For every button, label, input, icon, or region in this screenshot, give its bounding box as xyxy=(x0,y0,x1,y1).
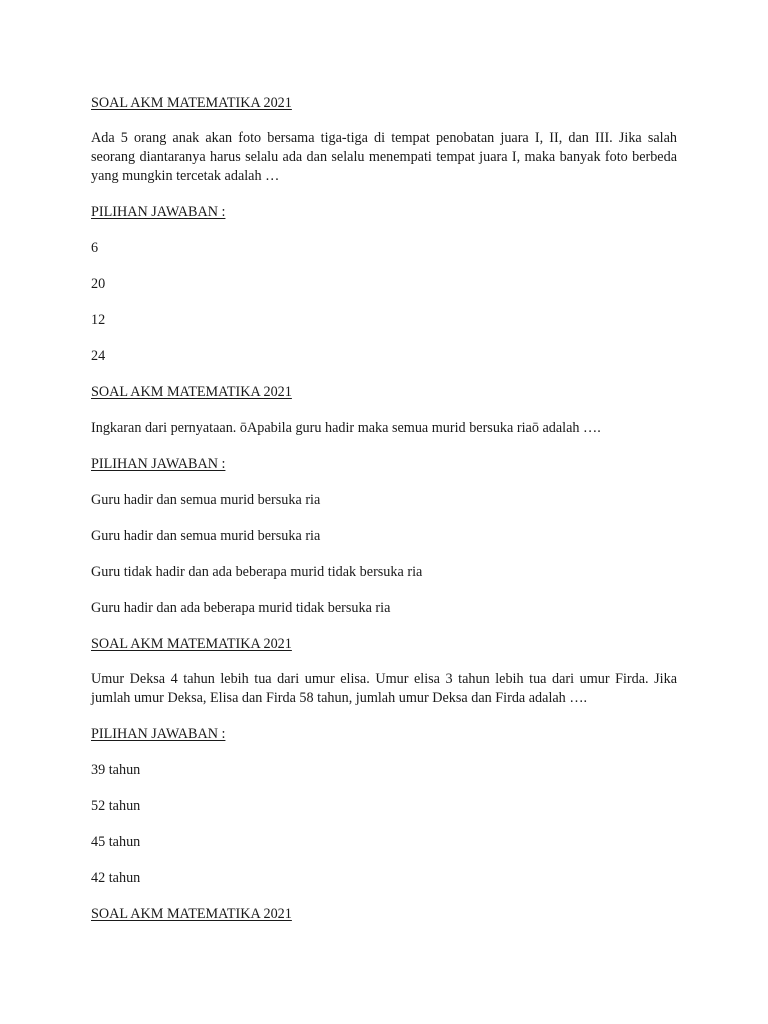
answer-choice: Guru hadir dan semua murid bersuka ria xyxy=(91,492,321,508)
choices-label: PILIHAN JAWABAN : xyxy=(91,456,226,472)
question-text: Umur Deksa 4 tahun lebih tua dari umur elisa. Umur elisa 3 tahun lebih tua dari umur Firda. Jika jumlah umur Deksa, Elisa dan Firda 58 tahun, jumlah umur Deksa dan Firda adalah …. xyxy=(91,671,677,706)
choices-label: PILIHAN JAWABAN : xyxy=(91,204,226,220)
answer-choice: 39 tahun xyxy=(91,762,141,778)
section-heading: SOAL AKM MATEMATIKA 2021 xyxy=(91,636,292,652)
question-text: Ada 5 orang anak akan foto bersama tiga-tiga di tempat penobatan juara I, II, dan III. Jika salah seorang diantaranya harus selalu ada dan selalu menempati tempat juara I, maka banyak foto berbeda yang mungkin tercetak adalah … xyxy=(91,130,677,184)
answer-choice: Guru hadir dan ada beberapa murid tidak bersuka ria xyxy=(91,600,391,616)
answer-choice: 45 tahun xyxy=(91,834,141,850)
question-text: Ingkaran dari pernyataan. ōApabila guru hadir maka semua murid bersuka riaō adalah …. xyxy=(91,420,601,436)
answer-choice: 24 xyxy=(91,348,106,364)
section-heading: SOAL AKM MATEMATIKA 2021 xyxy=(91,95,292,111)
answer-choice: 6 xyxy=(91,240,99,256)
answer-choice: 52 tahun xyxy=(91,798,141,814)
document-page xyxy=(91,93,677,924)
section-heading: SOAL AKM MATEMATIKA 2021 xyxy=(91,906,292,922)
section-heading: SOAL AKM MATEMATIKA 2021 xyxy=(91,384,292,400)
answer-choice: 20 xyxy=(91,276,106,292)
answer-choice: Guru tidak hadir dan ada beberapa murid tidak bersuka ria xyxy=(91,564,423,580)
answer-choice: 42 tahun xyxy=(91,870,141,886)
answer-choice: Guru hadir dan semua murid bersuka ria xyxy=(91,528,321,544)
answer-choice: 12 xyxy=(91,312,106,328)
choices-label: PILIHAN JAWABAN : xyxy=(91,726,226,742)
